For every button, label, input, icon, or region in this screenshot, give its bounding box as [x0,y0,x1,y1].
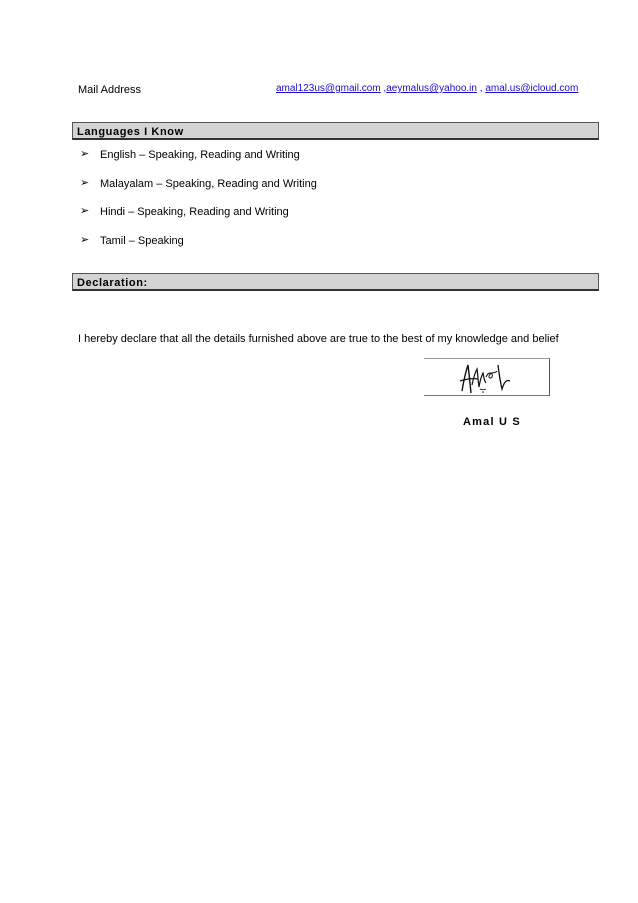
declaration-statement: I hereby declare that all the details furnished above are true to the best of my knowledge and belief [78,333,559,345]
language-entry: Hindi – Speaking, Reading and Writing [100,206,289,218]
language-entry: English – Speaking, Reading and Writing [100,149,300,161]
declaration-section-header [72,273,599,291]
language-entry: Malayalam – Speaking, Reading and Writing [100,177,317,190]
email-separator: , [380,83,387,94]
languages-section-header [72,122,599,140]
mail-address-row [78,83,598,99]
email-links [276,83,578,94]
arrowhead-bullet-icon: ➢ [80,233,90,246]
email-link-yahoo[interactable]: aeymalus@yahoo.in [386,83,477,94]
signer-name: Amal U S [463,416,521,428]
arrowhead-bullet-icon: ➢ [80,148,90,160]
language-entry: Tamil – Speaking [100,234,184,247]
signature-box [424,358,550,396]
handwritten-signature [452,359,522,397]
email-link-icloud[interactable]: amal.us@icloud.com [485,83,579,94]
email-separator: , [476,83,486,94]
languages-section-title: Languages I Know [77,126,184,138]
mail-address-label: Mail Address [78,84,141,96]
arrowhead-bullet-icon: ➢ [80,176,90,189]
email-link-gmail[interactable]: amal123us@gmail.com [276,83,381,94]
declaration-section-title: Declaration: [77,277,148,289]
arrowhead-bullet-icon: ➢ [80,205,90,217]
